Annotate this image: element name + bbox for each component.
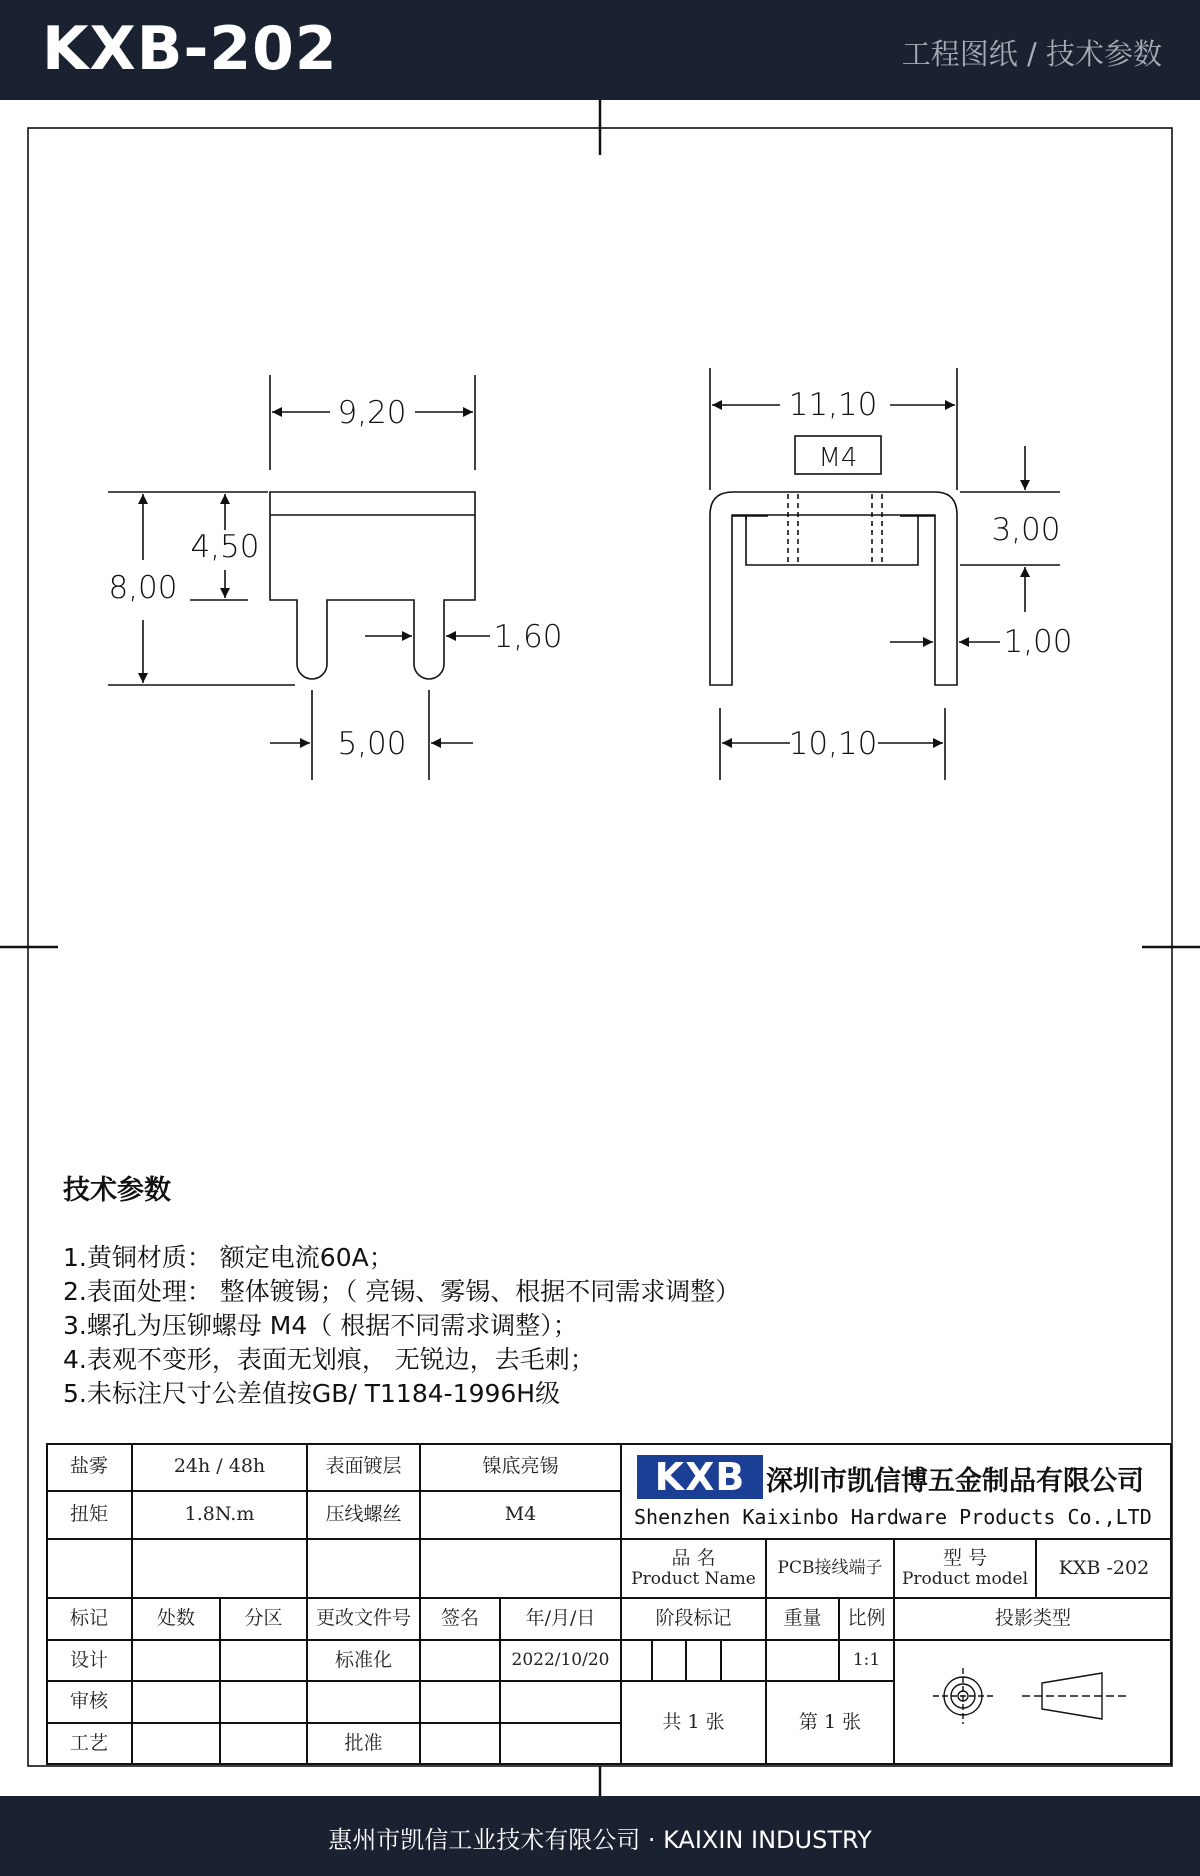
date-value: 2022/10/20 [511,1649,610,1670]
total-sheets: 共 1 张 [662,1711,725,1734]
param-item: 2.表面处理： 整体镀锡；（ 亮锡、雾锡、根据不同需求调整） [63,1277,741,1306]
dim-left-body: 4,50 [190,529,260,565]
logo-text: KXB [654,1455,746,1499]
right-view-part [710,492,957,685]
param-item: 4.表观不变形，表面无划痕， 无锐边，去毛刺； [63,1345,595,1374]
right-view-dimensions [710,368,1060,780]
product-name-label [621,1539,766,1598]
standardization-label: 标准化 [334,1648,392,1671]
dim-right-width-bottom: 10,10 [788,726,878,762]
torque-label: 扭矩 [69,1503,108,1526]
model-label [894,1539,1036,1598]
product-name-cn: 品 名 [671,1546,716,1569]
dim-left-width: 9,20 [337,395,407,431]
screw-value: M4 [504,1503,537,1526]
review-label: 审核 [69,1690,108,1713]
model-en: Product model [901,1568,1029,1589]
footer-text: 惠州市凯信工业技术有限公司 · KAIXIN INDUSTRY [328,1826,872,1854]
model-value: KXB -202 [1058,1556,1150,1579]
params-title: 技术参数 [63,1175,171,1206]
plating-label: 表面镀层 [325,1455,402,1478]
dim-right-height: 3,00 [991,512,1061,548]
product-name-value: PCB接线端子 [777,1557,883,1578]
salt-value: 24h / 48h [173,1455,266,1478]
weight-label: 重量 [783,1607,822,1630]
projection-symbol [933,1668,1128,1724]
company-name-en: Shenzhen Kaixinbo Hardware Products Co.,LTD [634,1505,1152,1529]
header-subtitle: 工程图纸 / 技术参数 [901,37,1162,71]
process-label: 工艺 [69,1732,108,1755]
projection-label: 投影类型 [994,1607,1071,1630]
model-cn: 型 号 [942,1546,988,1569]
left-view-part [270,492,475,679]
col-date: 年/月/日 [525,1607,596,1630]
col-count: 处数 [156,1607,195,1630]
dim-left-height: 8,00 [108,570,178,606]
company-name-cn: 深圳市凯信博五金制品有限公司 [766,1466,1144,1497]
thread-label: M4 [818,443,858,473]
param-item: 5.未标注尺寸公差值按GB/ T1184-1996H级 [63,1379,561,1408]
stage-mark: 阶段标记 [655,1607,732,1630]
product-name-en: Product Name [631,1568,756,1589]
dimension-texts [108,387,1072,762]
dim-right-width-top: 11,10 [788,387,878,423]
company-logo [637,1455,763,1499]
ratio-label: 比例 [847,1607,886,1630]
sheet-number: 第 1 张 [798,1711,862,1734]
torque-value: 1.8N.m [184,1503,255,1526]
params-list [63,1241,1143,1411]
dim-right-thickness: 1,00 [1003,624,1073,660]
col-sign: 签名 [440,1607,479,1630]
col-zone: 分区 [244,1607,283,1630]
col-mark: 标记 [69,1607,108,1630]
brand-title: KXB-202 [42,14,338,84]
page-header [0,0,1200,100]
param-item: 3.螺孔为压铆螺母 M4（ 根据不同需求调整）； [63,1311,578,1340]
dim-left-pitch: 5,00 [337,726,407,762]
salt-label: 盐雾 [69,1455,108,1478]
plating-value: 镍底亮锡 [482,1455,559,1478]
technical-params [63,1168,1143,1411]
param-item: 1.黄铜材质： 额定电流60A； [63,1243,394,1272]
col-doc: 更改文件号 [315,1607,411,1630]
dim-left-pin: 1,60 [493,619,563,655]
approve-label: 批准 [344,1732,383,1755]
title-block [46,1443,1172,1765]
scale-value: 1:1 [852,1649,881,1670]
page-footer [0,1796,1200,1876]
design-label: 设计 [69,1648,108,1671]
screw-label: 压线螺丝 [325,1503,402,1526]
